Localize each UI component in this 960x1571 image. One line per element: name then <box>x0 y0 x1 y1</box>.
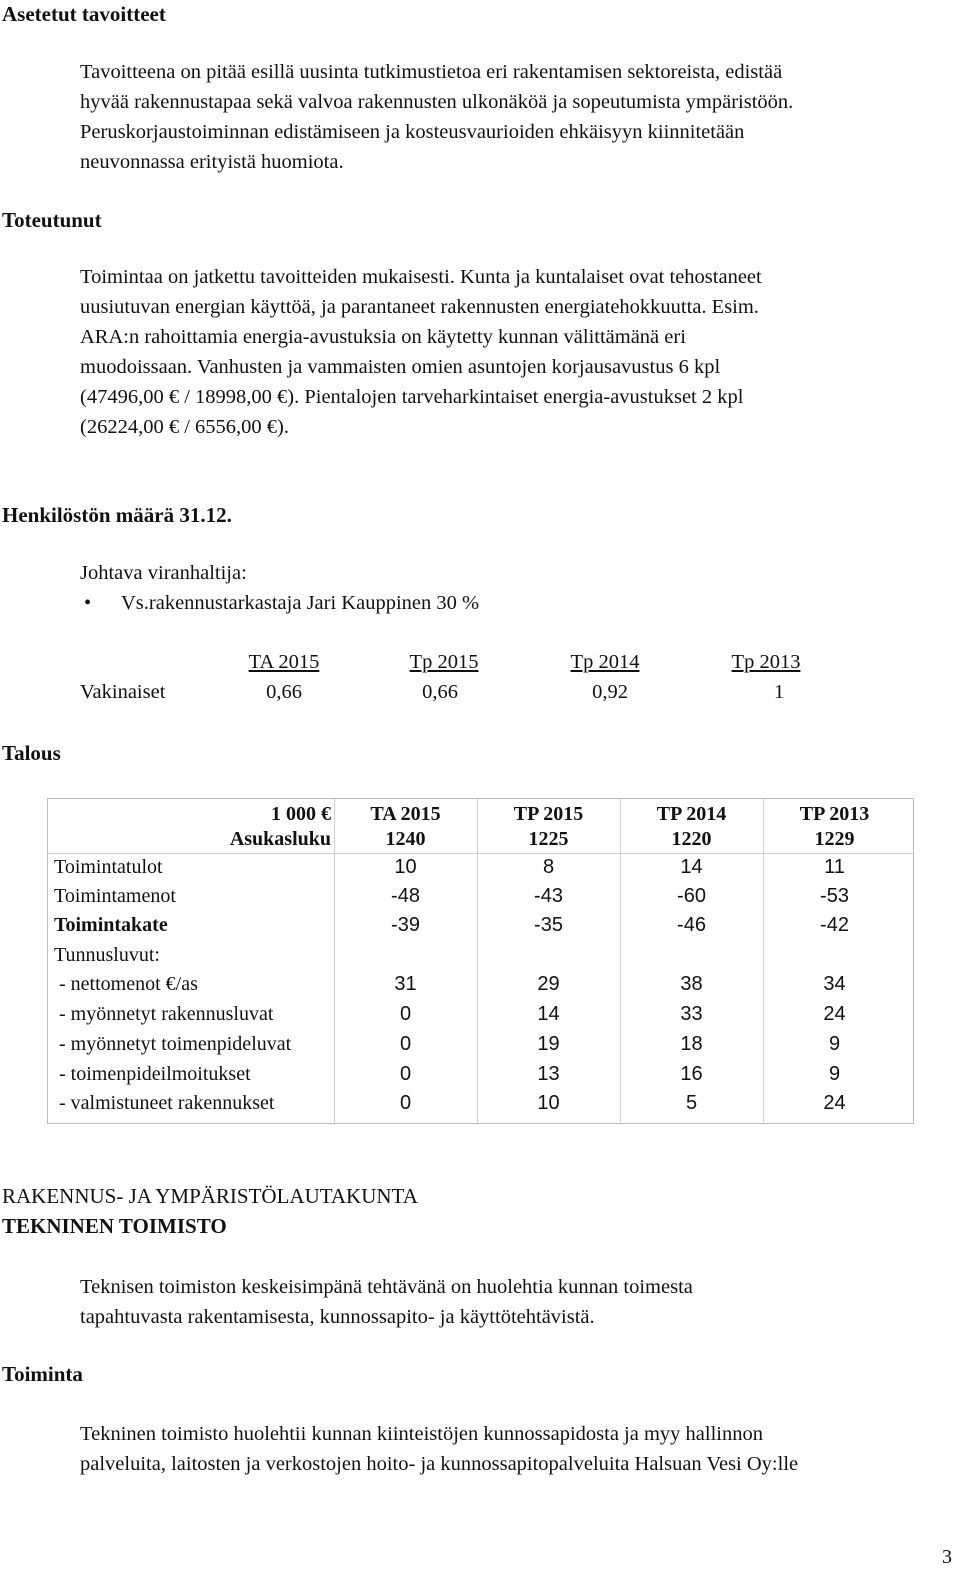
table-cell: 29 <box>537 973 560 995</box>
table-asukasluku-label: Asukasluku <box>229 828 331 850</box>
table-unit: 1 000 € <box>271 803 331 825</box>
table-cell: 9 <box>828 1063 841 1085</box>
table-grid-line <box>334 799 335 1123</box>
table-cell: 0 <box>399 1003 412 1025</box>
table-cell: 5 <box>685 1092 698 1114</box>
table-cell: 14 <box>537 1003 560 1025</box>
table-col-header: TP 2015 <box>513 803 584 825</box>
table-col-population: 1220 <box>671 828 712 850</box>
realized-line: (26224,00 € / 6556,00 €). <box>80 416 289 438</box>
table-grid-line <box>477 799 478 1123</box>
table-cell: 18 <box>680 1033 703 1055</box>
tech-goals-line: Teknisen toimiston keskeisimpänä tehtävänä on huolehtia kunnan toimesta <box>80 1276 693 1298</box>
table-col-population: 1240 <box>385 828 426 850</box>
staff-person: Vs.rakennustarkastaja Jari Kauppinen 30 % <box>121 592 480 614</box>
row-label: Toimintamenot <box>54 885 176 907</box>
table-cell: 38 <box>680 973 703 995</box>
table-cell: -39 <box>391 914 420 936</box>
row-label: - myönnetyt toimenpideluvat <box>54 1033 292 1055</box>
table-cell: 31 <box>394 973 417 995</box>
realized-paragraph <box>80 262 762 442</box>
staff-header: Tp 2014 <box>570 651 640 673</box>
goals-line: Peruskorjaustoiminnan edistämiseen ja kosteusvaurioiden ehkäisyyn kiinnitetään <box>80 121 745 143</box>
staff-value: 1 <box>774 681 785 703</box>
board-title: RAKENNUS- JA YMPÄRISTÖLAUTAKUNTA <box>2 1184 418 1208</box>
table-cell: -42 <box>820 914 849 936</box>
table-cell: 11 <box>824 856 845 878</box>
tech-ops-paragraph <box>80 1419 798 1479</box>
row-label: - nettomenot €/as <box>54 973 198 995</box>
heading-toiminta: Toiminta <box>2 1362 83 1386</box>
table-grid-line <box>48 853 913 854</box>
staff-label: Johtava viranhaltija: <box>80 562 247 584</box>
row-label: - valmistuneet rakennukset <box>54 1092 275 1114</box>
table-cell: 0 <box>399 1092 412 1114</box>
table-cell: 24 <box>823 1003 846 1025</box>
table-col-header: TA 2015 <box>370 803 441 825</box>
table-col-header: TP 2014 <box>656 803 727 825</box>
table-cell: 33 <box>680 1003 703 1025</box>
realized-line: Toimintaa on jatkettu tavoitteiden mukaisesti. Kunta ja kuntalaiset ovat tehostaneet <box>80 266 762 288</box>
tech-goals-line: tapahtuvasta rakentamisesta, kunnossapito- ja käyttötehtävistä. <box>80 1306 595 1328</box>
table-cell: 9 <box>828 1033 841 1055</box>
heading-talous: Talous <box>2 741 61 765</box>
table-cell: 14 <box>680 856 703 878</box>
table-cell: -46 <box>677 914 706 936</box>
table-cell: 0 <box>399 1063 412 1085</box>
table-cell: 34 <box>823 973 846 995</box>
tech-ops-line: palveluita, laitosten ja verkostojen hoito- ja kunnossapitopalveluita Halsuan Vesi Oy:lle <box>80 1453 799 1475</box>
page-number: 3 <box>942 1546 952 1568</box>
row-label: - myönnetyt rakennusluvat <box>54 1003 274 1025</box>
table-grid-line <box>620 799 621 1123</box>
table-cell: -53 <box>820 885 849 907</box>
staff-header: Tp 2015 <box>409 651 479 673</box>
table-cell: -35 <box>534 914 563 936</box>
goals-paragraph <box>80 57 793 177</box>
table-grid-line <box>763 799 764 1123</box>
heading-toteutunut: Toteutunut <box>2 208 102 232</box>
tech-ops-line: Tekninen toimisto huolehtii kunnan kiinteistöjen kunnossapidosta ja myy hallinnon <box>80 1423 763 1445</box>
heading-henkiloston-maara: Henkilöstön määrä 31.12. <box>2 503 232 527</box>
row-label: Toimintatulot <box>54 856 163 878</box>
table-col-population: 1225 <box>528 828 569 850</box>
office-title: TEKNINEN TOIMISTO <box>2 1214 227 1238</box>
staff-value: 0,66 <box>266 681 302 703</box>
goals-line: hyvää rakennustapaa sekä valvoa rakennusten ulkonäköä ja sopeutumista ympäristöön. <box>80 91 794 113</box>
table-cell: 10 <box>394 856 417 878</box>
staff-header: TA 2015 <box>248 651 320 673</box>
table-cell: -43 <box>534 885 563 907</box>
table-cell: 19 <box>537 1033 560 1055</box>
table-cell: 24 <box>823 1092 846 1114</box>
finance-table <box>47 798 914 1124</box>
table-cell: 16 <box>680 1063 703 1085</box>
staff-value: 0,66 <box>422 681 458 703</box>
table-cell: 13 <box>537 1063 560 1085</box>
staff-row-label: Vakinaiset <box>80 681 166 703</box>
goals-line: neuvonnassa erityistä huomiota. <box>80 151 344 173</box>
heading-asetetut-tavoitteet: Asetetut tavoitteet <box>2 2 166 26</box>
realized-line: muodoissaan. Vanhusten ja vammaisten omien asuntojen korjausavustus 6 kpl <box>80 356 721 378</box>
staff-value: 0,92 <box>592 681 628 703</box>
table-cell: -48 <box>391 885 420 907</box>
staff-header: Tp 2013 <box>731 651 801 673</box>
table-cell: -60 <box>677 885 706 907</box>
goals-line: Tavoitteena on pitää esillä uusinta tutkimustietoa eri rakentamisen sektoreista, edistää <box>80 61 783 83</box>
row-label: Toimintakate <box>54 914 168 936</box>
realized-line: ARA:n rahoittamia energia-avustuksia on käytetty kunnan välittämänä eri <box>80 326 686 348</box>
tech-goals-paragraph <box>80 1272 693 1332</box>
table-cell: 10 <box>537 1092 560 1114</box>
row-label: - toimenpideilmoitukset <box>54 1063 251 1085</box>
table-col-population: 1229 <box>814 828 855 850</box>
realized-line: (47496,00 € / 18998,00 €). Pientalojen tarveharkintaiset energia-avustukset 2 kpl <box>80 386 744 408</box>
realized-line: uusiutuvan energian käyttöä, ja parantaneet rakennusten energiatehokkuutta. Esim. <box>80 296 759 318</box>
bullet: • <box>84 592 92 614</box>
table-cell: 8 <box>542 856 555 878</box>
row-label: Tunnusluvut: <box>54 944 160 966</box>
table-col-header: TP 2013 <box>799 803 870 825</box>
table-cell: 0 <box>399 1033 412 1055</box>
